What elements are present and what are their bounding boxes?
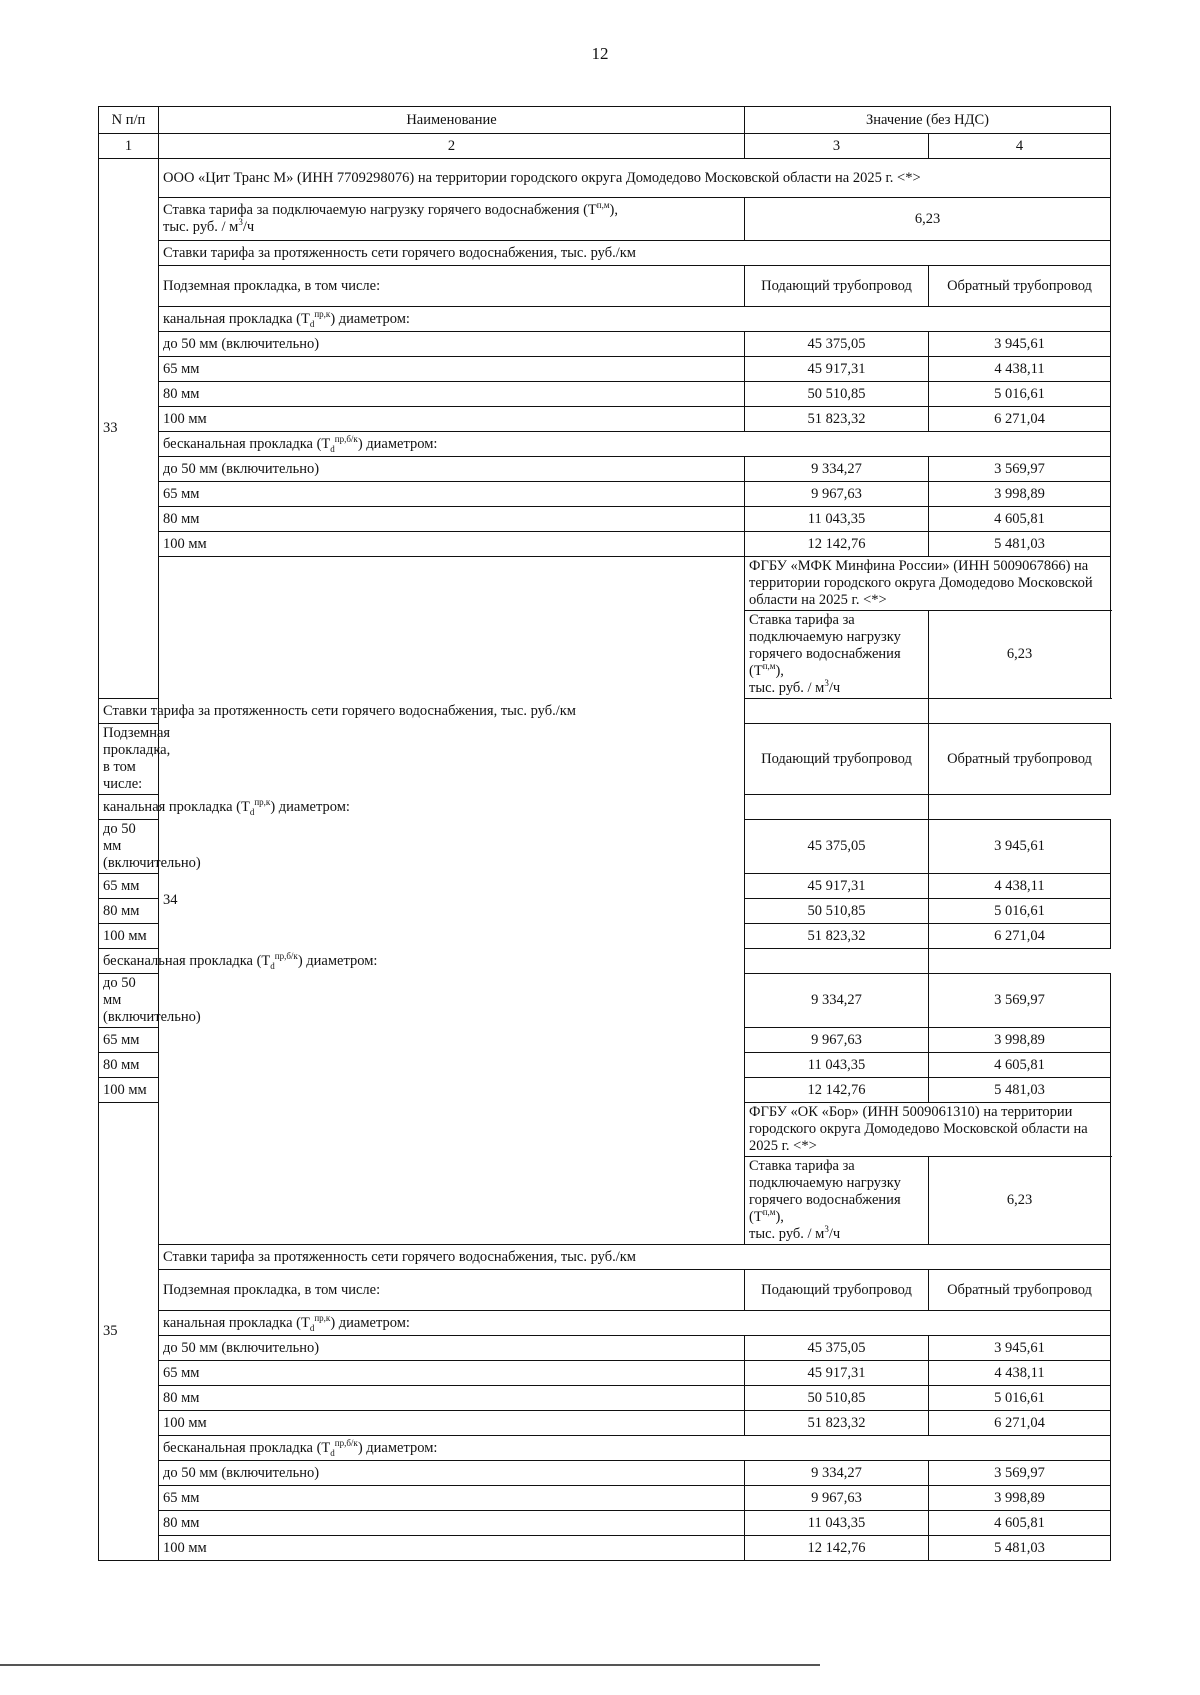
organization-name: ООО «Цит Транс М» (ИНН 7709298076) на территории городского округа Домодедово Московской области на 2025 г. <*> [159,159,1111,198]
diameter-label: 80 мм [99,1053,159,1078]
diameter-row [99,1486,1111,1511]
return-value: 6 271,04 [929,1411,1111,1436]
diameter-label: 100 мм [159,532,745,557]
supply-value: 45 917,31 [745,357,929,382]
connect-rate-label: Ставка тарифа за подключаемую нагрузку горячего водоснабжения $(Т^{п,м})$, тыс. руб. / $м^3/ч$ [159,198,745,241]
diameter-label: 80 мм [99,899,159,924]
supply-value: 50 510,85 [745,1386,929,1411]
channelless-subheader-row [99,949,1111,974]
supply-value: 51 823,32 [745,407,929,432]
entry-row [99,159,1111,198]
pipe-header-row [99,266,1111,307]
length-rate-label: Ставки тарифа за протяженность сети горячего водоснабжения, тыс. руб./км [159,241,1111,266]
return-value: 3 945,61 [929,332,1111,357]
channel-laying-label: канальная прокладка $(Т_d^{пр,к})$ диаметром: [159,1311,1111,1336]
channelless-subheader-row [99,1436,1111,1461]
supply-value: 51 823,32 [745,924,929,949]
underground-label: Подземная прокладка, в том числе: [159,266,745,307]
supply-value: 12 142,76 [745,1078,929,1103]
diameter-label: 100 мм [159,407,745,432]
diameter-label: 65 мм [99,1028,159,1053]
supply-pipe-header: Подающий трубопровод [745,724,929,795]
return-value: 4 438,11 [929,357,1111,382]
diameter-label: 80 мм [159,382,745,407]
channelless-subheader-row [99,432,1111,457]
diameter-label: 80 мм [159,1386,745,1411]
scan-edge-line [0,1664,820,1666]
channel-subheader-row [99,1311,1111,1336]
length-rate-label: Ставки тарифа за протяженность сети горячего водоснабжения, тыс. руб./км [159,1245,1111,1270]
diameter-label: 100 мм [99,924,159,949]
diameter-label: 80 мм [159,1511,745,1536]
supply-value: 45 917,31 [745,874,929,899]
return-value: 3 945,61 [929,820,1111,874]
diameter-row [99,1511,1111,1536]
diameter-row [99,1461,1111,1486]
return-value: 4 438,11 [929,874,1111,899]
supply-value: 9 967,63 [745,1486,929,1511]
supply-value: 9 334,27 [745,457,929,482]
supply-value: 50 510,85 [745,899,929,924]
supply-value: 45 375,05 [745,1336,929,1361]
supply-pipe-header: Подающий трубопровод [745,1270,929,1311]
channelless-laying-label: бесканальная прокладка $(Т_d^{пр,б/к})$ диаметром: [99,949,929,974]
supply-value: 45 375,05 [745,332,929,357]
diameter-row [99,1361,1111,1386]
channelless-laying-label: бесканальная прокладка $(Т_d^{пр,б/к})$ диаметром: [159,432,1111,457]
connect-rate-label: Ставка тарифа за подключаемую нагрузку горячего водоснабжения $(Т^{п,м})$, тыс. руб. / $м^3/ч$ [745,611,929,699]
supply-value: 9 334,27 [745,974,929,1028]
length-rate-label: Ставки тарифа за протяженность сети горячего водоснабжения, тыс. руб./км [99,699,929,724]
return-value: 3 998,89 [929,1486,1111,1511]
return-value: 3 998,89 [929,1028,1111,1053]
column-index: 3 [745,134,929,159]
length-rate-row [99,699,1111,724]
diameter-label: 100 мм [159,1536,745,1561]
header-name: Наименование [159,107,745,134]
column-index: 4 [929,134,1111,159]
diameter-label: 65 мм [159,482,745,507]
diameter-row [99,1336,1111,1361]
connect-rate-value: 6,23 [745,198,1111,241]
return-value: 4 438,11 [929,1361,1111,1386]
diameter-label: 65 мм [159,1361,745,1386]
return-value: 5 016,61 [929,899,1111,924]
supply-value: 9 967,63 [745,1028,929,1053]
supply-value: 9 967,63 [745,482,929,507]
channel-subheader-row [99,795,1111,820]
diameter-row [99,532,1111,557]
diameter-row [99,382,1111,407]
length-rate-row [99,241,1111,266]
supply-value: 11 043,35 [745,1511,929,1536]
return-value: 3 569,97 [929,457,1111,482]
supply-value: 50 510,85 [745,382,929,407]
organization-name: ФГБУ «ОК «Бор» (ИНН 5009061310) на территории городского округа Домодедово Московской области на 2025 г. <*> [745,1103,1111,1157]
return-value: 3 569,97 [929,1461,1111,1486]
diameter-label: 100 мм [159,1411,745,1436]
length-rate-row [99,1245,1111,1270]
diameter-label: до 50 мм (включительно) [159,332,745,357]
diameter-label: 65 мм [99,874,159,899]
connect-rate-value: 6,23 [929,1157,1111,1245]
diameter-label: 100 мм [99,1078,159,1103]
supply-pipe-header: Подающий трубопровод [745,266,929,307]
return-value: 3 569,97 [929,974,1111,1028]
header-value: Значение (без НДС) [745,107,1111,134]
diameter-row [99,1411,1111,1436]
diameter-label: 80 мм [159,507,745,532]
column-index-row [99,134,1111,159]
supply-value: 11 043,35 [745,1053,929,1078]
diameter-row [99,1386,1111,1411]
header-row [99,107,1111,134]
entry-number: 34 [159,557,745,1245]
connect-rate-label: Ставка тарифа за подключаемую нагрузку горячего водоснабжения $(Т^{п,м})$, тыс. руб. / $м^3/ч$ [745,1157,929,1245]
return-pipe-header: Обратный трубопровод [929,266,1111,307]
diameter-label: до 50 мм (включительно) [159,457,745,482]
supply-value: 45 917,31 [745,1361,929,1386]
column-index: 2 [159,134,745,159]
diameter-row [99,1536,1111,1561]
diameter-label: до 50 мм (включительно) [99,974,159,1028]
supply-value: 12 142,76 [745,532,929,557]
channelless-laying-label: бесканальная прокладка $(Т_d^{пр,б/к})$ диаметром: [159,1436,1111,1461]
diameter-row [99,332,1111,357]
page-number: 12 [591,44,609,63]
return-value: 3 945,61 [929,1336,1111,1361]
diameter-row [99,507,1111,532]
tariff-table [98,106,1111,1561]
diameter-row [99,457,1111,482]
entry-number: 33 [99,159,159,699]
diameter-label: до 50 мм (включительно) [159,1461,745,1486]
underground-label: Подземная прокладка, в том числе: [99,724,159,795]
channel-laying-label: канальная прокладка $(Т_d^{пр,к})$ диаметром: [99,795,929,820]
return-pipe-header: Обратный трубопровод [929,1270,1111,1311]
supply-value: 45 375,05 [745,820,929,874]
diameter-row [99,357,1111,382]
header-number: N п/п [99,107,159,134]
return-value: 3 998,89 [929,482,1111,507]
entry-row [99,557,1111,611]
return-value: 5 016,61 [929,382,1111,407]
entry-number: 35 [99,1103,159,1561]
supply-value: 9 334,27 [745,1461,929,1486]
pipe-header-row [99,1270,1111,1311]
diameter-label: 65 мм [159,1486,745,1511]
return-value: 4 605,81 [929,507,1111,532]
diameter-row [99,482,1111,507]
diameter-label: до 50 мм (включительно) [99,820,159,874]
return-value: 4 605,81 [929,1511,1111,1536]
return-value: 5 481,03 [929,532,1111,557]
supply-value: 51 823,32 [745,1411,929,1436]
diameter-label: 65 мм [159,357,745,382]
return-value: 6 271,04 [929,407,1111,432]
return-value: 5 481,03 [929,1078,1111,1103]
return-value: 5 481,03 [929,1536,1111,1561]
underground-label: Подземная прокладка, в том числе: [159,1270,745,1311]
connect-rate-value: 6,23 [929,611,1111,699]
organization-name: ФГБУ «МФК Минфина России» (ИНН 5009067866) на территории городского округа Домодедово Московской области на 2025 г. <*> [745,557,1111,611]
return-value: 6 271,04 [929,924,1111,949]
channel-subheader-row [99,307,1111,332]
diameter-row [99,407,1111,432]
connect-rate-row [99,198,1111,241]
diameter-label: до 50 мм (включительно) [159,1336,745,1361]
column-index: 1 [99,134,159,159]
supply-value: 12 142,76 [745,1536,929,1561]
channel-laying-label: канальная прокладка $(Т_d^{пр,к})$ диаметром: [159,307,1111,332]
supply-value: 11 043,35 [745,507,929,532]
return-value: 5 016,61 [929,1386,1111,1411]
return-value: 4 605,81 [929,1053,1111,1078]
return-pipe-header: Обратный трубопровод [929,724,1111,795]
